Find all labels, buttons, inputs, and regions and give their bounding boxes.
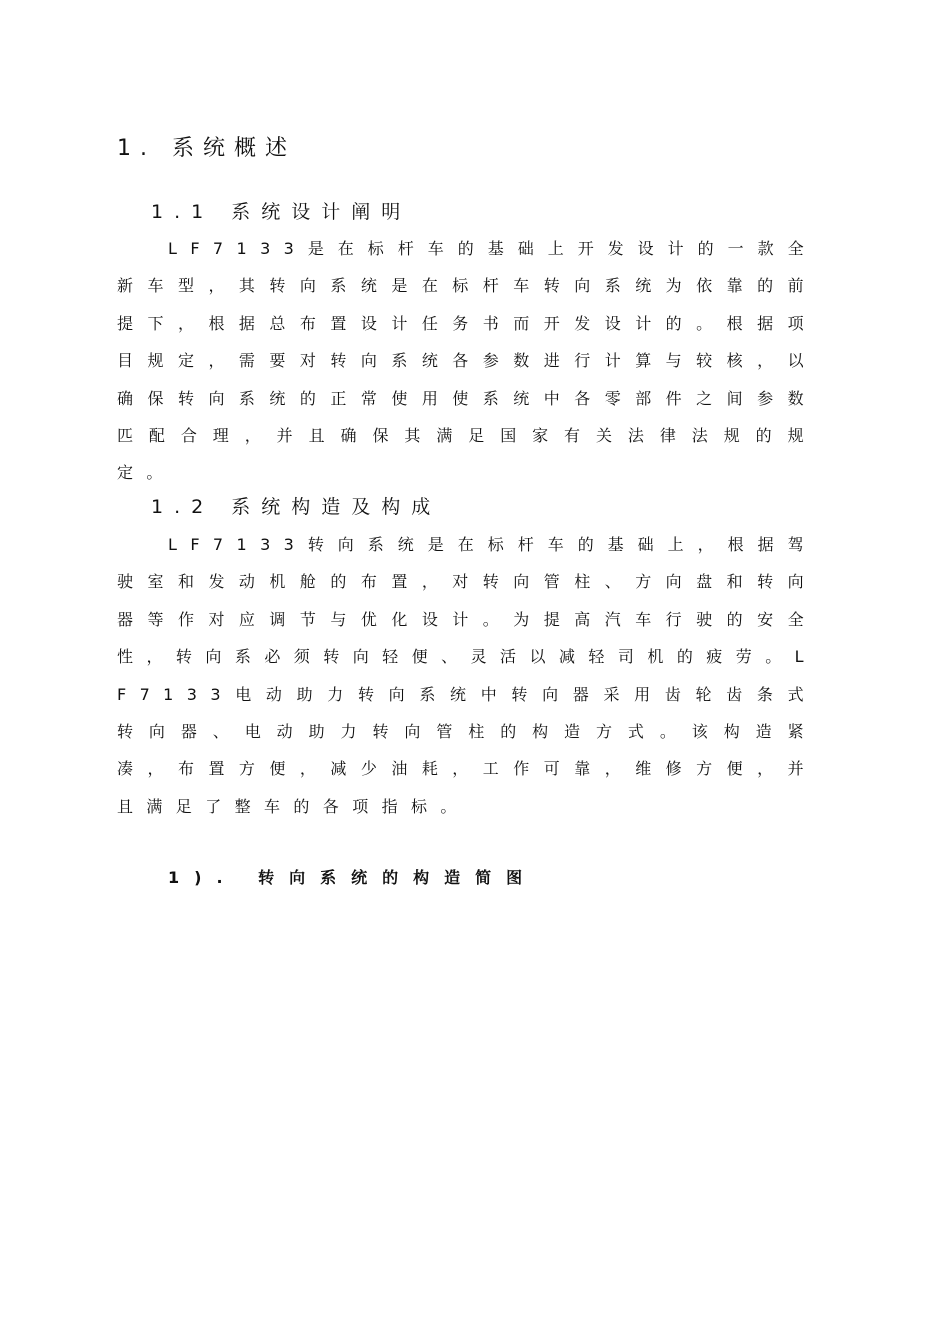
item-heading-structure-diagram: 1). 转向系统的构造简图 (168, 868, 538, 887)
subsection-heading-1-1: 1.1 系统设计阐明 (151, 201, 412, 223)
section-heading: 1. 系统概述 (117, 136, 296, 161)
subsection-heading-1-2: 1.2 系统构造及构成 (151, 496, 442, 518)
paragraph-structure-composition: LF7133转向系统是在标杆车的基础上，根据驾驶室和发动机舱的布置，对转向管柱、方向盘和转向器等作对应调节与优化设计。为提高汽车行驶的安全性，转向系必须转向轻便、灵活以减轻司机的疲劳。LF7133电动助力转向系统中转向器采用齿轮齿条式转向器、电动助力转向管柱的构造方式。该构造紧凑，布置方便，减少油耗，工作可靠，维修方便，并且满足了整车的各项指标。 (117, 535, 817, 816)
paragraph-design-description: LF7133是在标杆车的基础上开发设计的一款全新车型，其转向系统是在标杆车转向系统为依靠的前提下，根据总布置设计任务书而开发设计的。根据项目规定，需要对转向系统各参数进行计算与较核，以确保转向系统的正常使用使系统中各零部件之间参数匹配合理，并且确保其满足国家有关法律法规的规定。 (117, 239, 817, 483)
